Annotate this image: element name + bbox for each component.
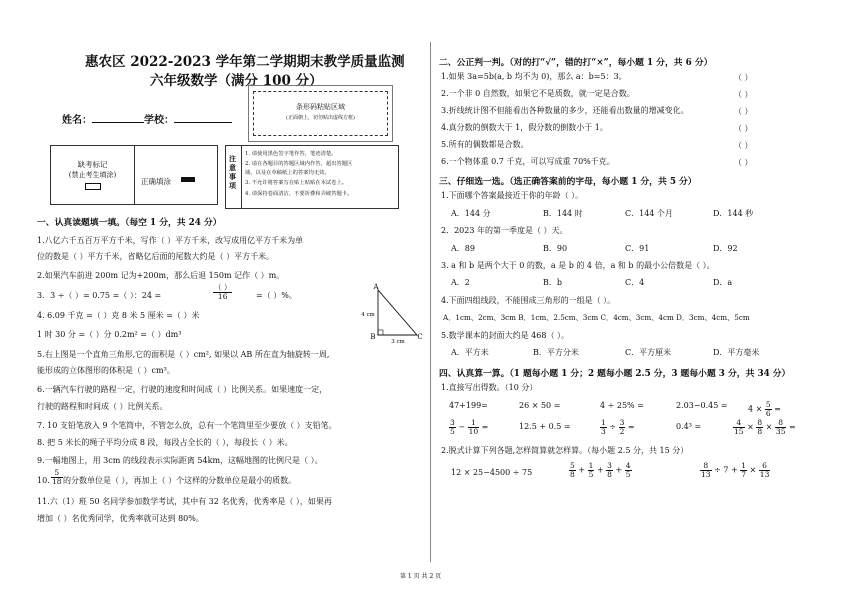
q11-line2: 增加（ ）名优秀同学，优秀率就可达到 80%。 [37,514,204,523]
q9: 9.一幅地图上，用 3cm 的线段表示实际距离 54km，这幅地图的比例尺是（ ）。 [37,456,323,465]
calc-1-4: 2.03−0.45 = [676,401,728,410]
choice-2: 2．2023 年的第一季度是（ ）天。 [441,226,568,235]
barcode-title: 条形码粘贴区域 [296,103,345,111]
choice-4: 4.下面四组线段，不能围成三角形的一组是（ ）。 [441,296,616,305]
choice-3-a: A．2 [451,278,470,287]
q5-line2: 能形成的立体图形的体积是（ ）cm³。 [37,366,175,375]
calc-2-b: $\frac{5}{8}$ + $\frac{1}{5}$ + $\frac{3}{8}$ + $\frac{4}{5}$ [570,461,631,479]
q8: 8. 把 5 米长的绳子平均分成 8 段，每段占全长的（ ），每段长（ ）米。 [37,438,293,447]
calc-2-a: 12 × 25−4500 ÷ 75 [451,468,533,477]
q10-fraction [51,469,63,486]
judge-4: 4.真分数的倒数大于 1，假分数的倒数小于 1。 [441,123,608,132]
triangle-side-bc: 3 cm [391,339,405,345]
q10-frac-den: 18 [52,477,62,486]
choice-2-c: C．91 [625,244,650,253]
q1-line2: 位的数是（ ）平方千米，省略亿后面的尾数大约是（ ）平方千米。 [37,252,275,261]
choice-5: 5.数学课本的封面大约是 468（ ）。 [441,331,569,340]
choice-1: 1.下面哪个答案最接近于你的年龄（ ）。 [441,191,584,200]
judge-6-answer[interactable]: （ ） [734,158,753,167]
triangle-label-c: C [417,333,423,341]
barcode-frame [248,85,393,142]
note-2: 2. 请在各题目的答题区域内作答，超出答题区 [245,161,353,167]
calc-1-9: 0.4³ = [676,422,702,431]
choice-1-a: A．144 分 [451,209,491,218]
notes-box [225,145,399,209]
missing-checkbox[interactable] [85,183,101,190]
correct-fill-sample [181,177,195,182]
choice-5-c: C．平方厘米 [625,348,672,357]
q3-frac-den: 16 [217,292,228,301]
choice-3-b: B．b [543,278,562,287]
calc-1-6: $\frac{3}{5}$ − $\frac{1}{10}$ = [450,418,489,436]
right-triangle-figure [361,283,423,345]
calc-1-1: 47+199= [449,401,488,410]
section-1-heading: 一、认真读题填一填。（每空 1 分，共 24 分） [37,218,222,228]
judge-1: 1.如果 3a=5b(a, b 均不为 0)，那么 a：b=5：3。 [441,72,627,81]
correct-fill-label: 正确填涂 [141,177,171,186]
q7: 7. 10 支铅笔放入 9 个笔筒中，不管怎么放，总有一个笔筒里至少要放（ ）支铅笔。 [37,421,337,430]
calc-1-3: 4 ÷ 25% = [600,401,644,410]
choice-2-a: A．89 [451,244,475,253]
choice-4-options: A．1cm、2cm、3cm B．1cm、2.5cm、3cm C．4cm、3cm、4cm D．3cm、4cm、5cm [443,313,750,322]
mark-box [50,145,218,205]
q11-line1: 11.六（1）班 50 名同学参加数学考试，其中有 32 名优秀，优秀率是（ ），如果再 [37,497,332,506]
choice-1-d: D．144 秒 [713,209,754,218]
choice-3-d: D．a [713,278,733,287]
exam-subtitle: 六年级数学（满分 100 分） [150,73,323,89]
q4-line1: 4. 6.09 千克 =（ ）克 8 米 5 厘米 =（ ）米 [37,311,200,320]
q10-prefix: 10. [37,476,50,485]
choice-2-d: D．92 [713,244,738,253]
judge-6: 6.一个物体重 0.7 千克，可以写成重 70%千克。 [441,157,615,166]
triangle-label-a: A [373,283,379,291]
choice-3: 3. a 和 b 是两个大于 0 的数，a 是 b 的 4 倍，a 和 b 的最小公倍数是（ ）。 [441,261,715,270]
missing-note: (禁止考生填涂) [68,171,117,179]
notes-label: 注意事项 [229,154,236,190]
choice-1-b: B．144 时 [543,209,583,218]
q6-line2: 行驶的路程和时间成（ ）比例关系。 [37,402,168,411]
q3-fraction [213,284,232,301]
choice-3-c: C．4 [625,278,645,287]
judge-2: 2.一个非 0 自然数，如果它不是质数，就一定是合数。 [441,89,635,98]
q10-frac-num: 5 [51,469,63,478]
name-field [62,111,232,126]
q3-part2: =（ ）%。 [256,291,297,300]
name-label: 姓名： [62,115,92,126]
choice-2-b: B．90 [543,244,568,253]
choice-5-b: B．平方分米 [533,348,579,357]
school-blank[interactable] [174,122,232,123]
q6-line1: 6.一辆汽车行驶的路程一定，行驶的速度和时间成（ ）比例关系。如果速度一定， [37,385,328,394]
calc-1-10: $\frac{4}{15}$ × $\frac{8}{8}$ × $\frac{8}{35}$ = [734,418,796,436]
note-3: 3. 不允许将答案写在贴上贴贴在本试卷上。 [245,180,348,186]
q3-part1: 3．3 ÷（ ）= 0.75 =（ ）：24 = [37,291,162,300]
triangle-label-b: B [370,333,376,341]
q5-line1: 5.右上图是一个直角三角形,它的面积是（ ）cm², 如果以 AB 所在直为轴旋转一周, [37,350,330,359]
calc-2-heading: 2.脱式计算下列各题,怎样简算就怎样算。（每小题 2.5 分，共 15 分） [441,446,689,455]
triangle-side-ab: 4 cm [361,312,375,318]
name-blank[interactable] [92,122,144,123]
q10-text: 的分数单位是（ ），再加上（ ）个这样的分数单位是最小的质数。 [63,476,297,485]
barcode-note: (正面朝上，切勿贴出虚线方框) [286,115,355,121]
note-2b: 域、以及在草稿纸上的答案均无效。 [245,170,330,176]
judge-5: 5.所有的偶数都是合数。 [441,140,529,149]
calc-1-2: 26 × 50 = [519,401,561,410]
calc-1-7: 12.5 + 0.5 = [519,422,571,431]
judge-4-answer[interactable]: （ ） [734,124,753,133]
judge-3-answer[interactable]: （ ） [734,107,753,116]
exam-title: 惠农区 2022-2023 学年第二学期期末教学质量监测 [85,54,405,70]
judge-2-answer[interactable]: （ ） [734,90,753,99]
section-2-heading: 二、公正判一判。（对的打“√”，错的打“×”，每小题 1 分，共 6 分） [439,58,713,68]
note-4: 4. 请保持卷面清洁，不要折叠和弄破答题卡。 [245,191,353,197]
judge-3: 3.折线统计图不但能看出各种数量的多少，还能看出数量的增减变化。 [441,106,689,115]
section-3-heading: 三、仔细选一选。（选正确答案前的字母，每小题 1 分，共 5 分） [439,177,697,187]
choice-1-c: C．144 个月 [625,209,673,218]
q2: 2.如果汽车前进 200m 记为+200m，那么后退 150m 记作（ ）m。 [37,271,285,280]
column-divider [430,42,431,562]
calc-1-5: 4 × $\frac{5}{6}$ = [748,400,781,418]
q3-frac-num: （ ） [214,283,232,292]
calc-1-heading: 1.直接写出得数。（10 分） [441,383,538,392]
calc-1-8: $\frac{1}{3}$ ÷ $\frac{3}{2}$ = [601,418,635,436]
note-1: 1. 请使用黑色签字笔作答，笔迹清楚。 [245,151,337,157]
section-4-heading: 四、认真算一算。（1 题每小题 1 分；2 题每小题 2.5 分，3 题每小题 3 分，共 34 分） [439,369,791,379]
choice-5-a: A．平方米 [451,348,489,357]
judge-1-answer[interactable]: （ ） [734,73,753,82]
choice-5-d: D．平方毫米 [713,348,760,357]
missing-label: 缺考标记 [77,160,108,169]
page-footer: 第 1 页 共 2 页 [400,573,442,580]
school-label: 学校： [144,115,174,126]
calc-2-c: $\frac{8}{13}$ ÷ 7 + $\frac{1}{7}$ × $\frac{6}{13}$ [701,461,770,479]
judge-5-answer[interactable]: （ ） [734,141,753,150]
q4-line2: 1 时 30 分 =（ ）分 0.2m² =（ ）dm³ [37,330,182,339]
q1-line1: 1.八亿六千五百万平方千米，写作（ ）平方千米，改写成用亿平方千米为单 [37,236,304,245]
